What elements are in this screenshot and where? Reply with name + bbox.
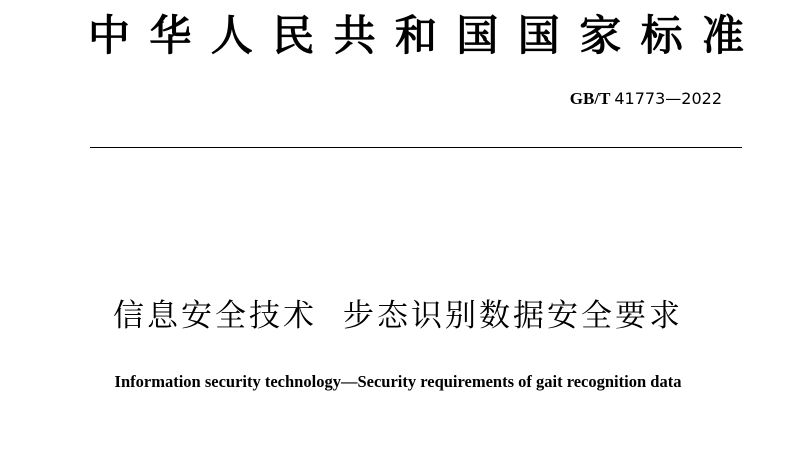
- chinese-title-part1: 信息安全技术: [113, 298, 317, 334]
- standard-number: [570, 88, 722, 110]
- standard-code-prefix: GB/T: [569, 89, 611, 108]
- header-divider: [90, 147, 742, 148]
- chinese-title: [0, 296, 796, 336]
- national-standard-heading: 中华人民共和国国家标准: [88, 11, 748, 60]
- chinese-title-part2: 步态识别数据安全要求: [343, 298, 683, 334]
- standard-code-number: 41773—2022: [614, 89, 722, 108]
- english-title: Information security technology—Security requirements of gait recognition data: [114, 372, 682, 391]
